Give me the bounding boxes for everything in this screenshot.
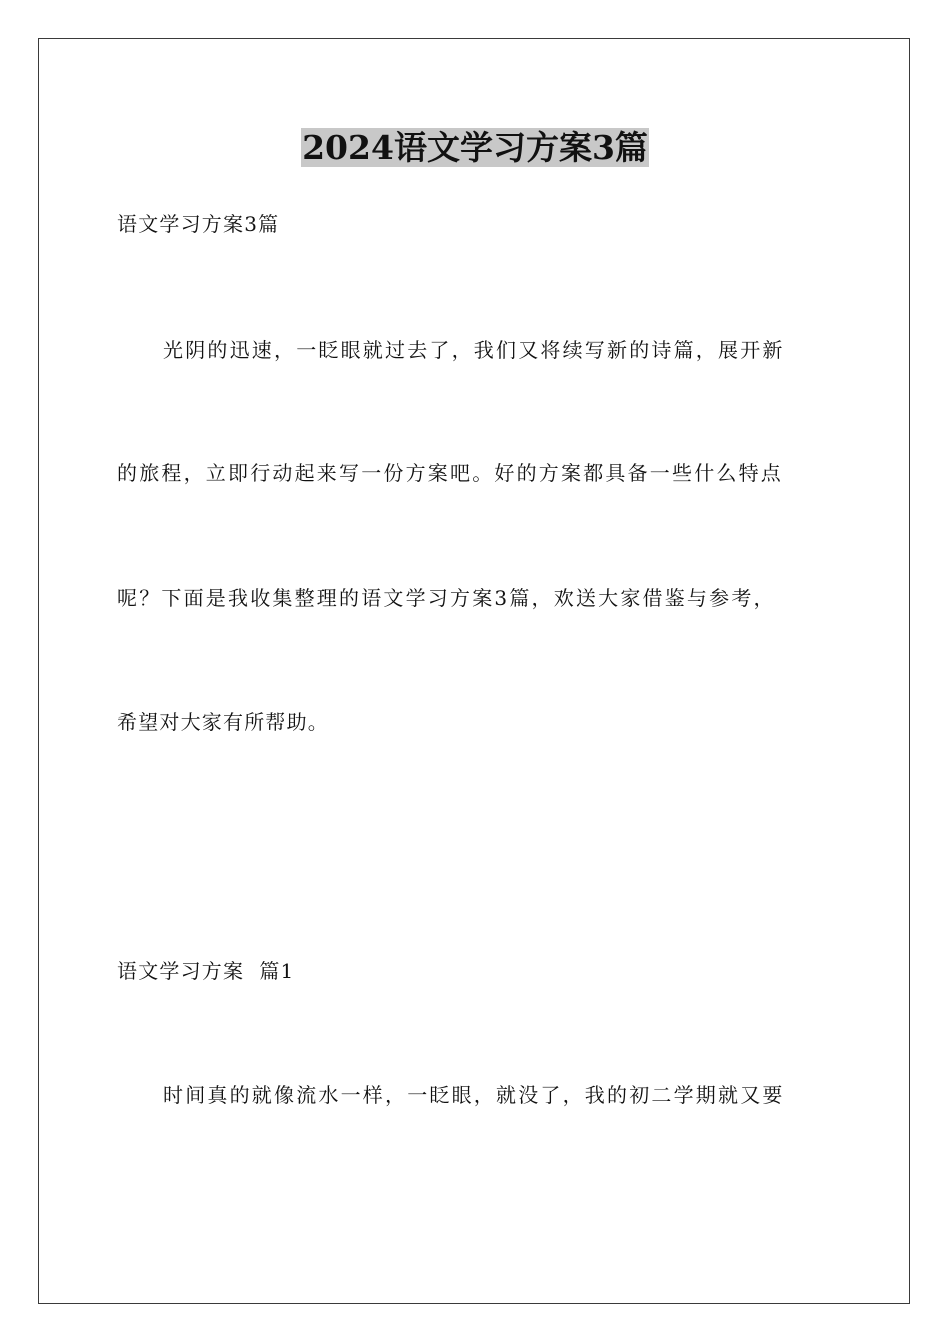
intro-line-3: 呢？下面是我收集整理的语文学习方案3篇，欢送大家借鉴与参考， [117,586,776,610]
intro-line-1: 光阴的迅速，一眨眼就过去了，我们又将续写新的诗篇，展开新 [163,338,785,362]
document-subtitle: 语文学习方案3篇 [117,212,280,236]
section-line-1: 时间真的就像流水一样，一眨眼，就没了，我的初二学期就又要 [163,1083,785,1107]
document-title [0,128,950,168]
document-title-text: 2024语文学习方案3篇 [302,128,648,167]
intro-line-2: 的旅程，立即行动起来写一份方案吧。好的方案都具备一些什么特点 [117,461,783,485]
intro-line-4: 希望对大家有所帮助。 [117,710,329,734]
section-heading: 语文学习方案 篇1 [117,959,295,983]
